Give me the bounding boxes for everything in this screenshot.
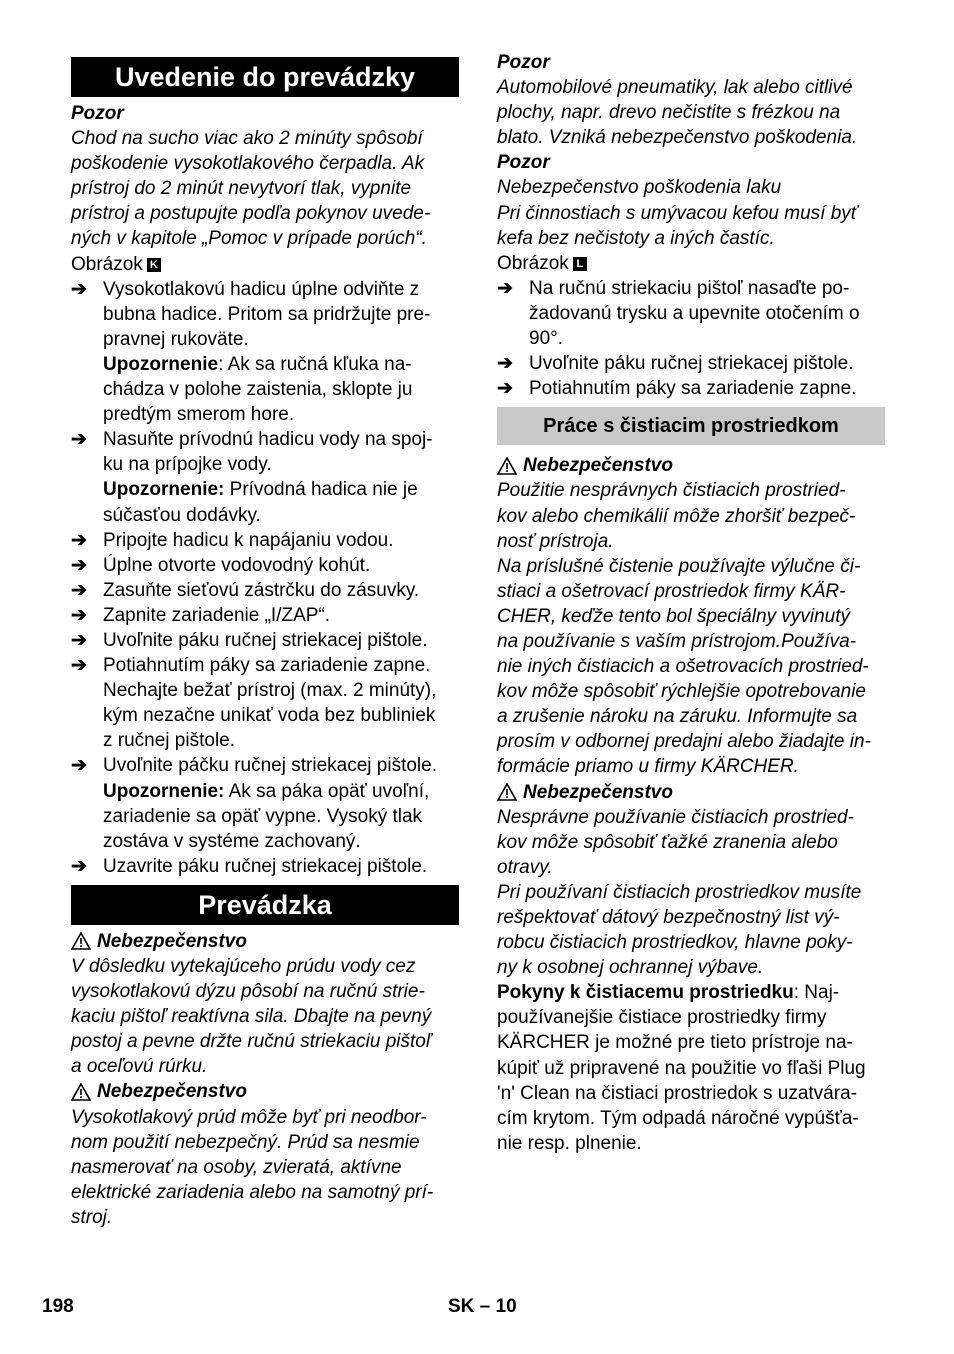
danger-heading (71, 929, 459, 954)
hint-label: Pokyny k čistiacemu prostriedku (497, 982, 794, 1004)
note-label: Upozornenie: (103, 479, 225, 501)
list-item (71, 427, 459, 527)
text-line: stiaci a ošetrovací prostriedok firmy KÄR- (497, 580, 846, 602)
text-line: kúpiť už pripravené na použitie vo fľaši Plug (497, 1057, 866, 1079)
warning-triangle-icon (497, 457, 517, 475)
step-text: Úplne otvorte vodovodný kohút. (103, 554, 371, 576)
text-line: kov môže spôsobiť rýchlejšie opotrebovanie (497, 681, 866, 703)
list-item (71, 854, 459, 879)
text-line: Nebezpečenstvo poškodenia laku (497, 177, 782, 199)
text-line: Nasuňte prívodnú hadicu vody na spoj- (103, 429, 433, 451)
text-line: stroj. (71, 1206, 113, 1228)
text-line: zariadenie sa opäť vypne. Vysoký tlak (103, 805, 423, 827)
note-label: Upozornenie: (103, 780, 225, 802)
text-line: KÄRCHER je možné pre tieto prístroje na- (497, 1032, 853, 1054)
text-line: Na príslušné čistenie používajte výlučne či- (497, 555, 861, 577)
text-line: blato. Vzniká nebezpečenstvo poškodenia. (497, 127, 858, 149)
text-line: Potiahnutím páky sa zariadenie zapne. (103, 655, 431, 677)
note-label: Upozornenie (103, 353, 219, 375)
text-line: predtým smerom hore. (103, 404, 295, 426)
text-line: pravnej rukoväte. (103, 328, 249, 350)
caution-text (497, 75, 885, 150)
step-text: Pripojte hadicu k napájaniu vodou. (103, 529, 394, 551)
text-line: cím krytom. Tým odpadá náročné vypúšťa- (497, 1107, 859, 1129)
arrow-right-icon: ➔ (71, 755, 87, 777)
figure-label: Obrázok (71, 253, 143, 275)
note (103, 779, 459, 804)
text-line: kov môže spôsobiť ťažké zranenia alebo (497, 831, 838, 853)
text-line: robcu čistiacich prostriedkov, hlavne poky- (497, 932, 853, 954)
text-line: otravy. (497, 856, 553, 878)
page-number: 198 (42, 1296, 74, 1317)
danger-heading (497, 453, 885, 478)
text-line: kefa bez nečistoty a iných častíc. (497, 227, 775, 249)
text-line: : Ak sa ručná kľuka na- (218, 353, 412, 375)
danger-label: Nebezpečenstvo (97, 1081, 247, 1103)
section-heading-commissioning: Uvedenie do prevádzky (71, 57, 459, 97)
text-line: kaciu pištoľ reaktívna sila. Dbajte na pevný (71, 1006, 432, 1028)
cleaning-agent-hint (497, 980, 885, 1156)
text-line: 90°. (529, 328, 564, 350)
arrow-right-icon: ➔ (71, 429, 87, 451)
text-line: Uvoľnite páčku ručnej striekacej pištole. (103, 755, 437, 777)
list-item (71, 603, 459, 628)
text-line: Nesprávne používanie čistiacich prostried- (497, 806, 854, 828)
text-line: Vysokotlakový prúd môže byť pri neodbor- (71, 1106, 427, 1128)
text-line: V dôsledku vytekajúceho prúdu vody cez (71, 956, 416, 977)
figure-label: Obrázok (497, 252, 569, 274)
danger-heading (497, 780, 885, 805)
warning-triangle-icon (497, 783, 517, 801)
section-heading-operation: Prevádzka (71, 885, 459, 925)
text-line: prosím v odbornej predajni alebo žiadajte in- (497, 731, 871, 753)
text-line: zostáva v systéme zachovaný. (103, 830, 361, 852)
text-line: Vysokotlakovú hadicu úplne odviňte z (103, 278, 420, 300)
text-line: Chod na sucho viac ako 2 minúty spôsobí (71, 128, 423, 150)
text-line: poškodenie vysokotlakového čerpadla. Ak (71, 153, 425, 175)
note (103, 352, 459, 377)
arrow-right-icon: ➔ (71, 855, 87, 877)
text-line: Nechajte bežať prístroj (max. 2 minúty), (103, 680, 437, 702)
caution-label: Pozor (497, 152, 550, 174)
caution-label: Pozor (71, 103, 124, 124)
text-line: Prívodná hadica nie je (224, 479, 418, 501)
list-item (71, 628, 459, 653)
list-item (71, 753, 459, 853)
arrow-right-icon: ➔ (71, 278, 87, 300)
text-line: nasmerovať na osoby, zvieratá, aktívne (71, 1156, 402, 1178)
danger-label: Nebezpečenstvo (523, 455, 673, 477)
list-item (71, 578, 459, 603)
step-text: Uvoľnite páku ručnej striekacej pištole. (103, 629, 428, 651)
text-line: na používanie s vaším prístrojom.Používa- (497, 630, 857, 652)
text-line: Automobilové pneumatiky, lak alebo citlivé (497, 77, 853, 99)
text-line: ku na prípojke vody. (103, 454, 272, 476)
text-line: chádza v polohe zaistenia, sklopte ju (103, 379, 413, 401)
text-line: ných v kapitole „Pomoc v prípade porúch“. (71, 228, 427, 250)
text-line: 'n' Clean na čistiaci prostriedok s uzatvára- (497, 1082, 857, 1104)
text-line: Použitie nesprávnych čistiacich prostried- (497, 480, 846, 502)
text-line: a zrušenie nároku na záruku. Informujte sa (497, 706, 858, 728)
text-line: prístroj do 2 minút nevytvorí tlak, vypnite (71, 178, 412, 200)
text-line: bubna hadice. Pritom sa pridržujte pre- (103, 303, 431, 325)
arrow-right-icon: ➔ (71, 554, 87, 576)
danger-label: Nebezpečenstvo (97, 930, 247, 952)
text-line: CHER, keďže tento bol špeciálny vyvinutý (497, 605, 850, 627)
warning-triangle-icon (71, 932, 91, 950)
danger-label: Nebezpečenstvo (523, 781, 673, 803)
text-line: nie resp. plnenie. (497, 1132, 642, 1154)
text-line: prístroj a postupujte podľa pokynov uvede- (71, 203, 431, 225)
list-item (497, 276, 885, 351)
arrow-right-icon: ➔ (497, 378, 513, 400)
text-line: z ručnej pištole. (103, 730, 236, 752)
danger-text (497, 478, 885, 779)
list-item (71, 653, 459, 753)
text-line: kým nezačne unikať voda bez bubliniek (103, 705, 436, 727)
arrow-right-icon: ➔ (71, 529, 87, 551)
warning-triangle-icon (71, 1083, 91, 1101)
text-line: formácie priamo u firmy KÄRCHER. (497, 756, 799, 778)
danger-text (71, 1105, 459, 1230)
figure-k-icon: K (147, 258, 161, 272)
step-text: Uvoľnite páku ručnej striekacej pištole. (529, 353, 854, 375)
text-line: používanejšie čistiace prostriedky firmy (497, 1007, 827, 1029)
text-line: vysokotlakovú dýzu pôsobí na ručnú strie- (71, 981, 425, 1003)
step-text: Uzavrite páku ručnej striekacej pištole. (103, 855, 428, 877)
text-line: žadovanú trysku a upevnite otočením o (529, 302, 860, 324)
arrow-right-icon: ➔ (71, 655, 87, 677)
list-item (71, 528, 459, 553)
figure-l-icon: L (573, 257, 587, 271)
text-line: ny k osobnej ochrannej výbave. (497, 957, 764, 979)
text-line: Ak sa páka opäť uvoľní, (224, 780, 430, 802)
figure-reference (71, 252, 459, 277)
danger-heading (71, 1079, 459, 1104)
step-text: Zapnite zariadenie „I/ZAP“. (103, 604, 331, 626)
caution-text (71, 126, 459, 251)
text-line: a oceľovú rúrku. (71, 1056, 208, 1078)
page-reference: SK – 10 (448, 1296, 517, 1317)
text-line: Na ručnú striekaciu pištoľ nasaďte po- (529, 277, 850, 299)
arrow-right-icon: ➔ (71, 579, 87, 601)
arrow-right-icon: ➔ (497, 277, 513, 299)
right-column (497, 50, 885, 1156)
caution-text (497, 175, 885, 250)
arrow-right-icon: ➔ (71, 604, 87, 626)
text-line: súčasťou dodávky. (103, 504, 261, 526)
text-line: nosť prístroja. (497, 530, 614, 552)
list-item (71, 277, 459, 428)
caution-label: Pozor (497, 52, 550, 73)
left-column (71, 57, 459, 1230)
text-line: plochy, napr. drevo nečistite s frézkou na (497, 102, 841, 124)
text-line: nom použití nebezpečný. Prúd sa nesmie (71, 1131, 420, 1153)
list-item (497, 351, 885, 376)
danger-text (71, 954, 459, 1079)
text-line: kov alebo chemikálií môže zhoršiť bezpeč- (497, 505, 856, 527)
danger-text (497, 805, 885, 981)
text-line: : Naj- (793, 982, 840, 1004)
arrow-right-icon: ➔ (71, 629, 87, 651)
list-item (71, 553, 459, 578)
text-line: rešpektovať dátový bezpečnostný list vý- (497, 907, 840, 928)
figure-reference (497, 251, 885, 276)
section-heading-cleaning-agent: Práce s čistiacim prostriedkom (497, 407, 885, 445)
step-text: Zasuňte sieťovú zástrčku do zásuvky. (103, 579, 420, 601)
arrow-right-icon: ➔ (497, 353, 513, 375)
text-line: elektrické zariadenia alebo na samotný prí- (71, 1181, 434, 1203)
text-line: Pri používaní čistiacich prostriedkov musíte (497, 881, 862, 903)
note (103, 477, 459, 502)
step-text: Potiahnutím páky sa zariadenie zapne. (529, 378, 857, 400)
text-line: Pri činnostiach s umývacou kefou musí byť (497, 202, 858, 224)
text-line: postoj a pevne držte ručnú striekaciu pištoľ (71, 1031, 432, 1053)
list-item (497, 376, 885, 401)
text-line: nie iných čistiacich a ošetrovacích prostried- (497, 656, 869, 678)
